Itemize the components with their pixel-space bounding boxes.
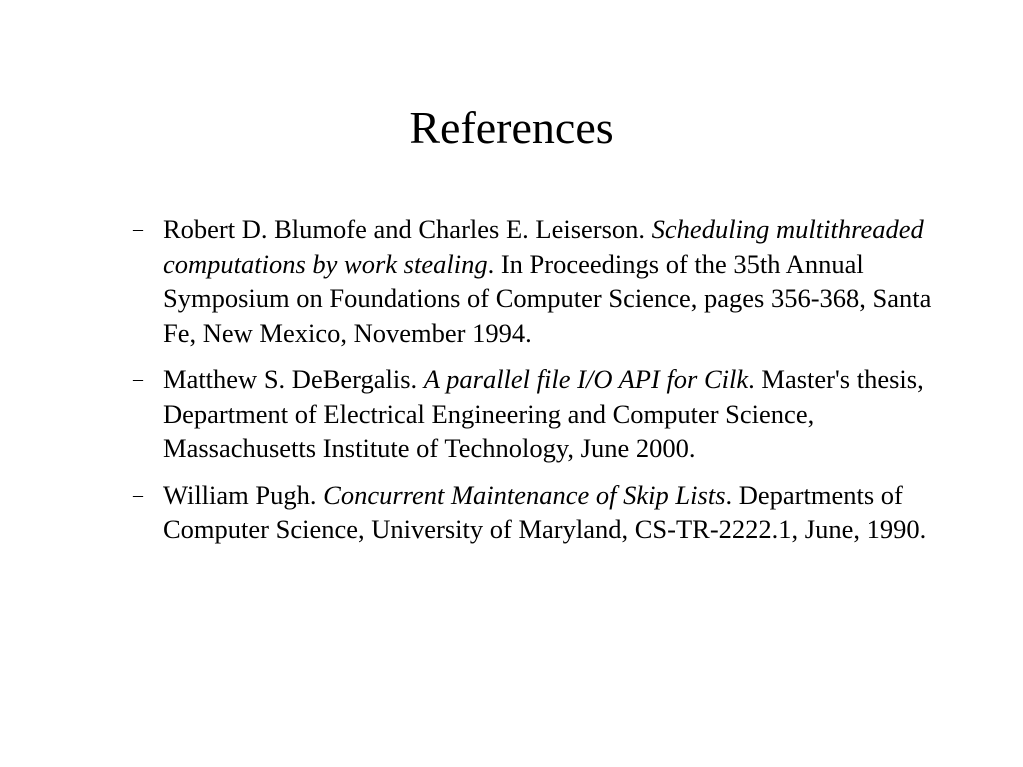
- reference-details: . Master's thesis, Department of Electrical Engineering and Computer Science, Massachusetts Institute of Technology, June 2000.: [163, 364, 924, 463]
- reference-authors: William Pugh.: [163, 479, 324, 510]
- reference-title: Scheduling multithreaded computations by work stealing: [163, 214, 924, 279]
- dash-bullet: –: [133, 483, 143, 506]
- dash-bullet: –: [133, 368, 143, 390]
- reference-list: [133, 212, 933, 559]
- page-title: References: [409, 102, 614, 153]
- reference-item: [133, 212, 933, 350]
- reference-authors: Robert D. Blumofe and Charles E. Leiserson.: [163, 214, 652, 244]
- reference-item: [133, 362, 933, 466]
- reference-details: . In Proceedings of the 35th Annual Symposium on Foundations of Computer Science, pages 356-368, Santa Fe, New Mexico, November 1994.: [163, 248, 932, 348]
- reference-title: A parallel file I/O API for Cilk: [423, 364, 749, 394]
- reference-details: . Departments of Computer Science, University of Maryland, CS-TR-2222.1, June, 1990.: [163, 479, 927, 544]
- dash-bullet: –: [133, 218, 143, 240]
- reference-item: [133, 478, 933, 547]
- reference-title: Concurrent Maintenance of Skip Lists: [323, 479, 726, 510]
- reference-authors: Matthew S. DeBergalis.: [163, 364, 424, 394]
